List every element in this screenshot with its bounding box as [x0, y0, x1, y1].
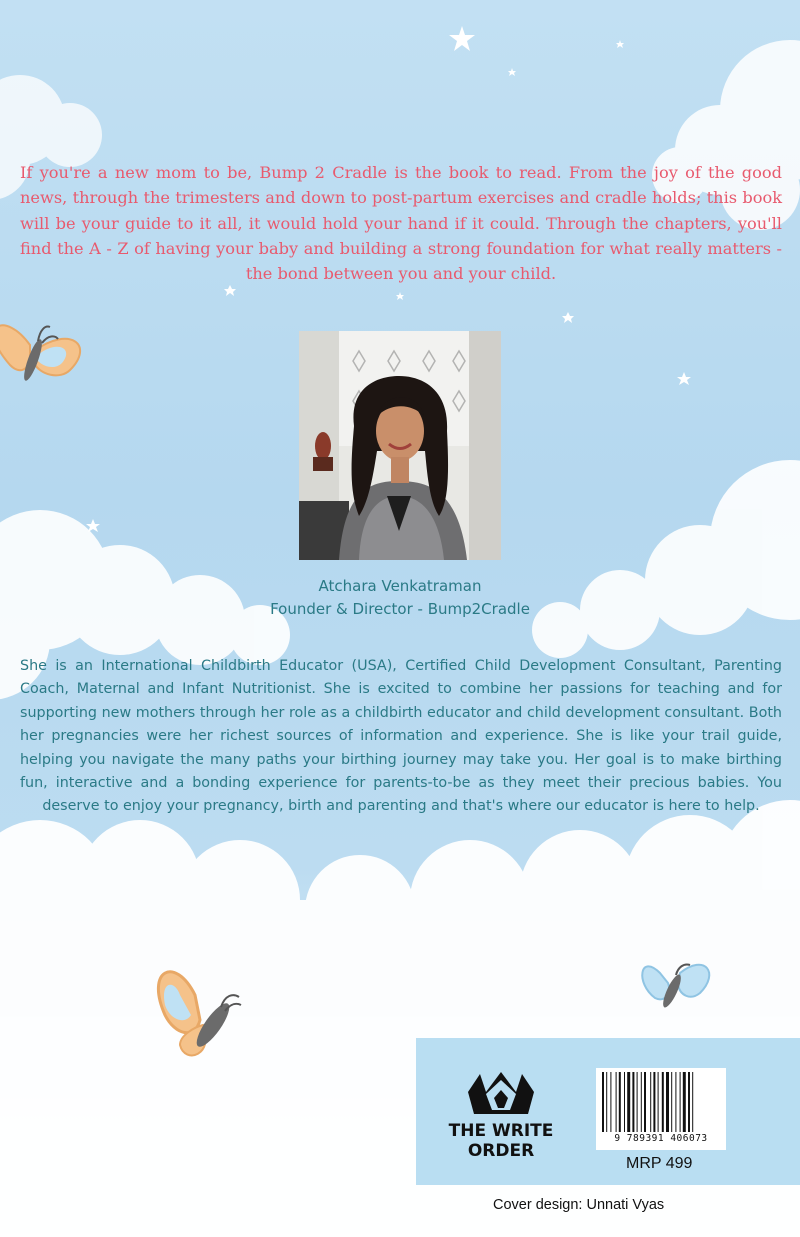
barcode-bar [627, 1072, 630, 1132]
price-label: MRP 499 [626, 1155, 693, 1172]
barcode-bar [680, 1072, 681, 1132]
publisher-logo [446, 1072, 556, 1168]
butterfly-icon [0, 325, 80, 382]
star-icon [677, 372, 691, 385]
isbn-number: 9 789391 406073 [614, 1133, 708, 1144]
book-blurb: If you're a new mom to be, Bump 2 Cradle is the book to read. From the joy of the good news, through the trimesters and down to post-partum exercises and cradle holds; this book will be your guide to it all, it would hold your hand if it could. Through the chapters, you'll find the A - Z of having your baby and building a strong foundation for what really matters - the bond between you and your child. [20, 163, 782, 284]
star-icon [224, 285, 236, 296]
star-icon [562, 312, 574, 323]
barcode-bar [637, 1072, 638, 1132]
star-icon [396, 292, 404, 300]
author-name: Atchara Venkatraman [318, 577, 482, 595]
barcode-bar [671, 1072, 672, 1132]
barcode-bar [644, 1072, 646, 1132]
barcode-bar [616, 1072, 617, 1132]
star-icon [449, 26, 475, 51]
barcode-bar [658, 1072, 659, 1132]
cloud-right-mid [532, 460, 800, 658]
barcode-bar [666, 1072, 669, 1132]
publisher-line1: THE WRITE [448, 1121, 554, 1141]
author-bio: She is an International Childbirth Educator (USA), Certified Child Development Consultant, Parenting Coach, Maternal and Infant Nutritionist. She is excited to combine her passions for teaching and for supporting new mothers through her role as a childbirth educator and child development consultant. Both her pregnancies were her richest sources of information and experience. She is like your trail guide, helping you navigate the many paths your birthing journey may take you. Her goal is to make birthing fun, interactive and a bonding experience for parents-to-be as they meet their precious babies. You deserve to enjoy your pregnancy, birth and parenting and that's where our educator is here to help. [20, 658, 782, 815]
barcode-bar [683, 1072, 686, 1132]
barcode-bar [675, 1072, 676, 1132]
publisher-line2: ORDER [467, 1141, 535, 1161]
barcode-bar [641, 1072, 642, 1132]
barcode-bar [619, 1072, 621, 1132]
barcode-bar [632, 1072, 634, 1132]
star-icon [508, 68, 516, 76]
barcode-bar [688, 1072, 690, 1132]
author-role: Founder & Director - Bump2Cradle [270, 600, 530, 618]
crown-icon [468, 1072, 534, 1114]
barcode-bar [653, 1072, 655, 1132]
barcode-bar [650, 1072, 651, 1132]
author-photo [299, 331, 501, 560]
cover-design-credit: Cover design: Unnati Vyas [493, 1197, 665, 1213]
barcode-bar [602, 1072, 604, 1132]
barcode-bar [692, 1072, 693, 1132]
star-icon [616, 40, 624, 48]
barcode-bar [606, 1072, 607, 1132]
barcode-bar [624, 1072, 625, 1132]
barcode-bar [662, 1072, 664, 1132]
barcode-bar [610, 1072, 611, 1132]
